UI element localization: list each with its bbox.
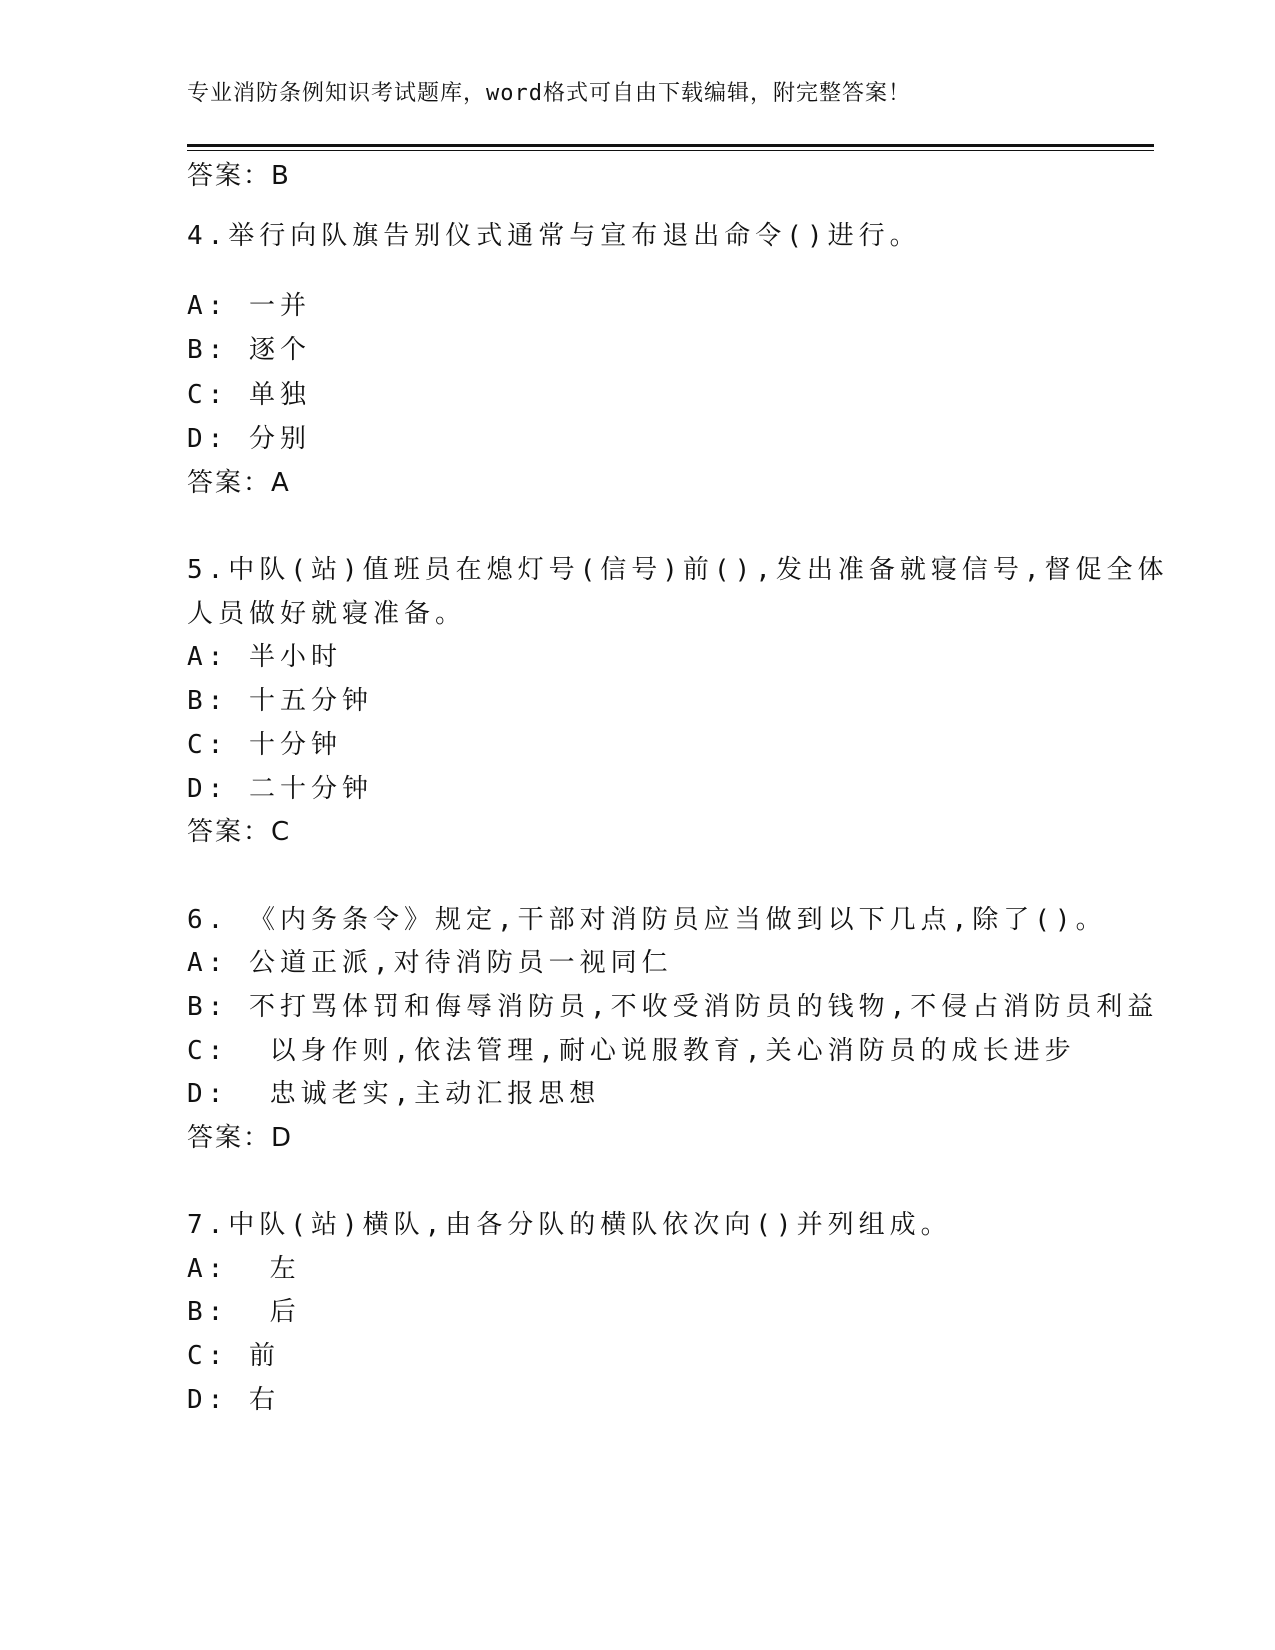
question-5-line-2: 人员做好就寝准备。 <box>187 599 467 629</box>
document-header: 专业消防条例知识考试题库，word格式可自由下载编辑，附完整答案！ <box>187 81 911 106</box>
q4-option-b: B: 逐个 <box>187 335 311 365</box>
q5-option-d: D: 二十分钟 <box>187 774 373 804</box>
q7-option-b: B: 后 <box>187 1297 301 1327</box>
q5-option-a: A: 半小时 <box>187 642 342 672</box>
q4-option-a: A: 一并 <box>187 291 311 321</box>
q4-option-c: C: 单独 <box>187 380 311 410</box>
q5-option-c: C: 十分钟 <box>187 730 342 760</box>
question-4: 4.举行向队旗告别仪式通常与宣布退出命令()进行。 <box>187 221 921 251</box>
answer-q4: 答案：A <box>187 468 291 498</box>
q7-option-d: D: 右 <box>187 1385 280 1415</box>
q4-option-d: D: 分别 <box>187 424 311 454</box>
answer-q6: 答案：D <box>187 1123 294 1153</box>
header-divider-thin <box>187 150 1154 151</box>
question-7: 7.中队(站)横队,由各分队的横队依次向()并列组成。 <box>187 1210 952 1240</box>
q6-option-d: D: 忠诚老实,主动汇报思想 <box>187 1079 601 1109</box>
q7-option-a: A: 左 <box>187 1254 301 1284</box>
q6-option-c: C: 以身作则,依法管理,耐心说服教育,关心消防员的成长进步 <box>187 1036 1076 1066</box>
q6-option-b: B: 不打骂体罚和侮辱消防员,不收受消防员的钱物,不侵占消防员利益 <box>187 992 1159 1022</box>
header-divider-thick <box>187 144 1154 147</box>
q6-option-a: A: 公道正派,对待消防员一视同仁 <box>187 948 673 978</box>
question-5-line-1: 5.中队(站)值班员在熄灯号(信号)前(),发出准备就寝信号,督促全体 <box>187 555 1169 585</box>
question-6: 6. 《内务条令》规定,干部对消防员应当做到以下几点,除了()。 <box>187 905 1107 935</box>
answer-q5: 答案：C <box>187 817 292 847</box>
q5-option-b: B: 十五分钟 <box>187 686 373 716</box>
answer-q3: 答案：B <box>187 161 291 191</box>
q7-option-c: C: 前 <box>187 1341 280 1371</box>
